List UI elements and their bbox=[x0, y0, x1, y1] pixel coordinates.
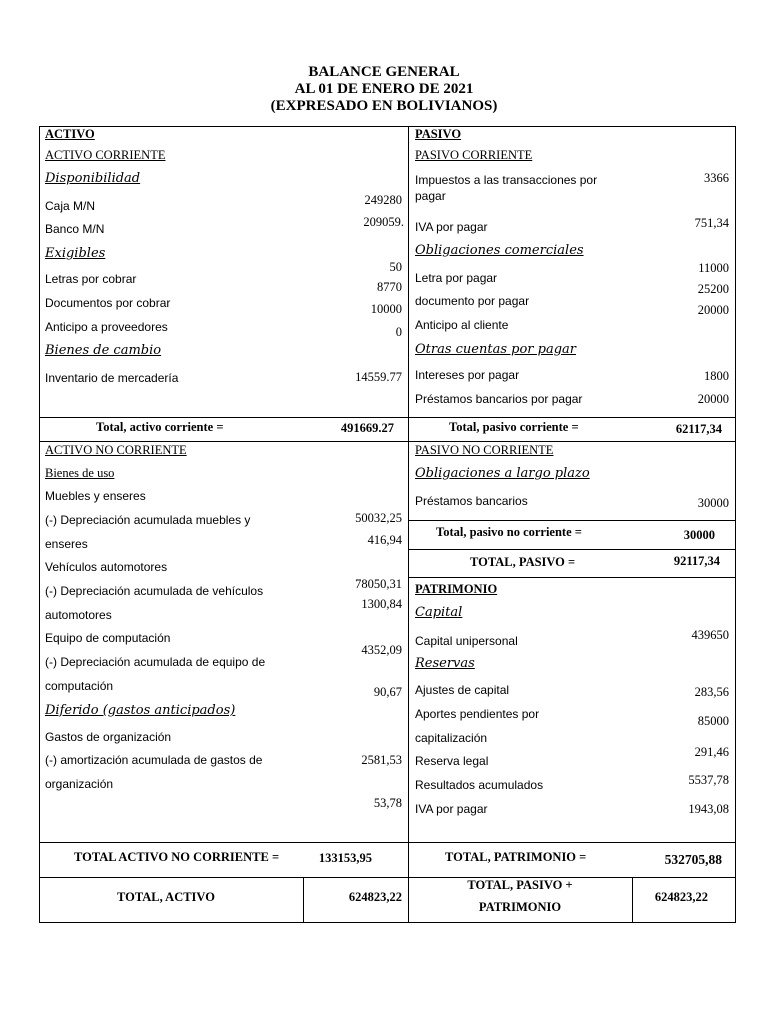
caja-value: 249280 bbox=[364, 193, 402, 207]
dep-eq-label-1: (-) Depreciación acumulada de equipo de bbox=[45, 655, 266, 669]
prestamos-pagar-label: Préstamos bancarios por pagar bbox=[415, 392, 583, 406]
pasivo-title: PASIVO bbox=[415, 127, 462, 141]
prestamos-bancarios-value: 30000 bbox=[697, 496, 729, 510]
intereses-value: 1800 bbox=[704, 369, 729, 383]
total-pasivo-corriente-value: 62117,34 bbox=[675, 422, 722, 436]
amort-label-2: organización bbox=[45, 777, 114, 791]
anticipo-cliente-value: 20000 bbox=[697, 303, 729, 317]
exigibles-label: Exigibles bbox=[45, 246, 106, 261]
total-patrimonio-value: 532705,88 bbox=[664, 852, 722, 867]
dep-veh-label-1: (-) Depreciación acumulada de vehículos bbox=[45, 584, 264, 598]
impuestos-value: 3366 bbox=[704, 171, 729, 185]
row-divider-pnc-top bbox=[408, 520, 736, 521]
diferido-label: Diferido (gastos anticipados) bbox=[45, 703, 236, 718]
letras-value: 50 bbox=[389, 260, 402, 274]
capital-uni-value: 439650 bbox=[691, 628, 729, 642]
table-center-divider bbox=[408, 126, 409, 923]
iva-pasivo-value: 751,34 bbox=[694, 216, 729, 230]
caja-label: Caja M/N bbox=[45, 199, 96, 213]
prestamos-pagar-value: 20000 bbox=[697, 392, 729, 406]
iva-patrimonio-label: IVA por pagar bbox=[415, 802, 488, 816]
iva-patrimonio-value: 1943,08 bbox=[688, 802, 729, 816]
row-divider-total-pasivo bbox=[408, 577, 736, 578]
total-activo-corriente-value: 491669.27 bbox=[340, 421, 394, 435]
vehiculos-value: 78050,31 bbox=[355, 577, 402, 591]
amort-label-1: (-) amortización acumulada de gastos de bbox=[45, 753, 263, 767]
oblig-com-label: Obligaciones comerciales bbox=[415, 243, 584, 258]
documentos-label: Documentos por cobrar bbox=[45, 296, 171, 310]
letra-pagar-value: 11000 bbox=[698, 261, 729, 275]
iva-pasivo-label: IVA por pagar bbox=[415, 220, 488, 234]
impuestos-label-2: pagar bbox=[415, 189, 446, 203]
total-pasivo-patrimonio-label-1: TOTAL, PASIVO + bbox=[467, 878, 573, 892]
banco-label: Banco M/N bbox=[45, 222, 105, 236]
capital-label: Capital bbox=[415, 605, 463, 620]
pasivo-no-corriente-title: PASIVO NO CORRIENTE bbox=[415, 443, 554, 457]
aportes-label-2: capitalización bbox=[415, 731, 488, 745]
intereses-label: Intereses por pagar bbox=[415, 368, 520, 382]
muebles-label: Muebles y enseres bbox=[45, 489, 146, 503]
total-activo-label: TOTAL, ACTIVO bbox=[117, 890, 215, 904]
muebles-value: 50032,25 bbox=[355, 511, 402, 525]
dep-muebles-value: 416,94 bbox=[367, 533, 402, 547]
capital-uni-label: Capital unipersonal bbox=[415, 634, 518, 648]
table-left-border bbox=[39, 126, 40, 923]
gastos-org-label: Gastos de organización bbox=[45, 730, 172, 744]
row-divider-pnc-bottom bbox=[408, 549, 736, 550]
total-pasivo-patrimonio-label-2: PATRIMONIO bbox=[478, 900, 562, 914]
impuestos-label-1: Impuestos a las transacciones por bbox=[415, 173, 598, 187]
total-activo-divider bbox=[303, 877, 304, 922]
activo-title: ACTIVO bbox=[45, 127, 95, 141]
aportes-label-1: Aportes pendientes por bbox=[415, 707, 540, 721]
activo-corriente-title: ACTIVO CORRIENTE bbox=[45, 148, 166, 162]
anticipo-value: 0 bbox=[395, 325, 402, 339]
total-pasivo-patrimonio-value: 624823,22 bbox=[654, 890, 708, 904]
dep-muebles-label-1: (-) Depreciación acumulada muebles y bbox=[45, 513, 251, 527]
activo-no-corriente-title: ACTIVO NO CORRIENTE bbox=[45, 443, 187, 457]
total-pasivo-value: 92117,34 bbox=[673, 554, 720, 568]
total-pasivo-label: TOTAL, PASIVO = bbox=[470, 555, 576, 569]
inventario-label: Inventario de mercadería bbox=[45, 371, 179, 385]
total-pasivo-no-corriente-label: Total, pasivo no corriente = bbox=[436, 525, 582, 539]
patrimonio-title: PATRIMONIO bbox=[415, 582, 498, 596]
dep-veh-label-2: automotores bbox=[45, 608, 112, 622]
table-right-border bbox=[735, 126, 736, 923]
total-patrimonio-label: TOTAL, PATRIMONIO = bbox=[445, 850, 587, 864]
ajustes-label: Ajustes de capital bbox=[415, 683, 510, 697]
dep-eq-value: 90,67 bbox=[373, 685, 402, 699]
title-line-2: AL 01 DE ENERO DE 2021 bbox=[294, 81, 474, 97]
row-divider-corriente-bottom bbox=[39, 441, 736, 442]
equipo-value: 4352,09 bbox=[361, 643, 402, 657]
resultados-label: Resultados acumulados bbox=[415, 778, 544, 792]
bienes-cambio-label: Bienes de cambio bbox=[45, 343, 162, 358]
dep-eq-label-2: computación bbox=[45, 679, 114, 693]
total-activo-no-corriente-label: TOTAL ACTIVO NO CORRIENTE = bbox=[74, 850, 280, 864]
total-pp-divider bbox=[632, 877, 633, 922]
anticipo-cliente-label: Anticipo al cliente bbox=[415, 318, 509, 332]
gastos-org-value: 2581,53 bbox=[361, 753, 402, 767]
documento-pagar-value: 25200 bbox=[697, 282, 729, 296]
dep-veh-value: 1300,84 bbox=[361, 597, 402, 611]
total-pasivo-corriente-label: Total, pasivo corriente = bbox=[449, 420, 579, 434]
table-bottom-border bbox=[39, 922, 736, 923]
ajustes-value: 283,56 bbox=[694, 685, 729, 699]
row-divider-corriente-top bbox=[39, 417, 736, 418]
table-top-border bbox=[39, 126, 736, 127]
documento-pagar-label: documento por pagar bbox=[415, 294, 530, 308]
resultados-value: 5537,78 bbox=[688, 773, 729, 787]
total-activo-value: 624823,22 bbox=[348, 890, 402, 904]
equipo-label: Equipo de computación bbox=[45, 631, 171, 645]
reserva-legal-label: Reserva legal bbox=[415, 754, 489, 768]
title-line-3: (EXPRESADO EN BOLIVIANOS) bbox=[270, 98, 498, 114]
bienes-uso-label: Bienes de uso bbox=[45, 466, 115, 480]
banco-value: 209059. bbox=[363, 215, 404, 229]
disponibilidad-label: Disponibilidad bbox=[45, 171, 141, 186]
prestamos-bancarios-label: Préstamos bancarios bbox=[415, 494, 528, 508]
total-activo-corriente-label: Total, activo corriente = bbox=[96, 420, 224, 434]
letras-value-2: 8770 bbox=[377, 280, 402, 294]
vehiculos-label: Vehículos automotores bbox=[45, 560, 168, 574]
inventario-value: 14559.77 bbox=[355, 370, 402, 384]
pasivo-corriente-title: PASIVO CORRIENTE bbox=[415, 148, 533, 162]
title-line-1: BALANCE GENERAL bbox=[308, 64, 460, 80]
letra-pagar-label: Letra por pagar bbox=[415, 271, 498, 285]
total-activo-no-corriente-value: 133153,95 bbox=[318, 851, 372, 865]
aportes-value: 85000 bbox=[697, 714, 729, 728]
otras-cuentas-label: Otras cuentas por pagar bbox=[415, 342, 577, 357]
documentos-value: 10000 bbox=[370, 302, 402, 316]
total-pasivo-no-corriente-value: 30000 bbox=[683, 528, 715, 542]
dep-muebles-label-2: enseres bbox=[45, 537, 88, 551]
reserva-legal-value: 291,46 bbox=[694, 745, 729, 759]
reservas-label: Reservas bbox=[415, 656, 475, 671]
amort-value: 53,78 bbox=[373, 796, 402, 810]
letras-label: Letras por cobrar bbox=[45, 272, 137, 286]
anticipo-label: Anticipo a proveedores bbox=[45, 320, 168, 334]
row-divider-totals-top bbox=[39, 842, 736, 843]
oblig-lp-label: Obligaciones a largo plazo bbox=[415, 466, 590, 481]
